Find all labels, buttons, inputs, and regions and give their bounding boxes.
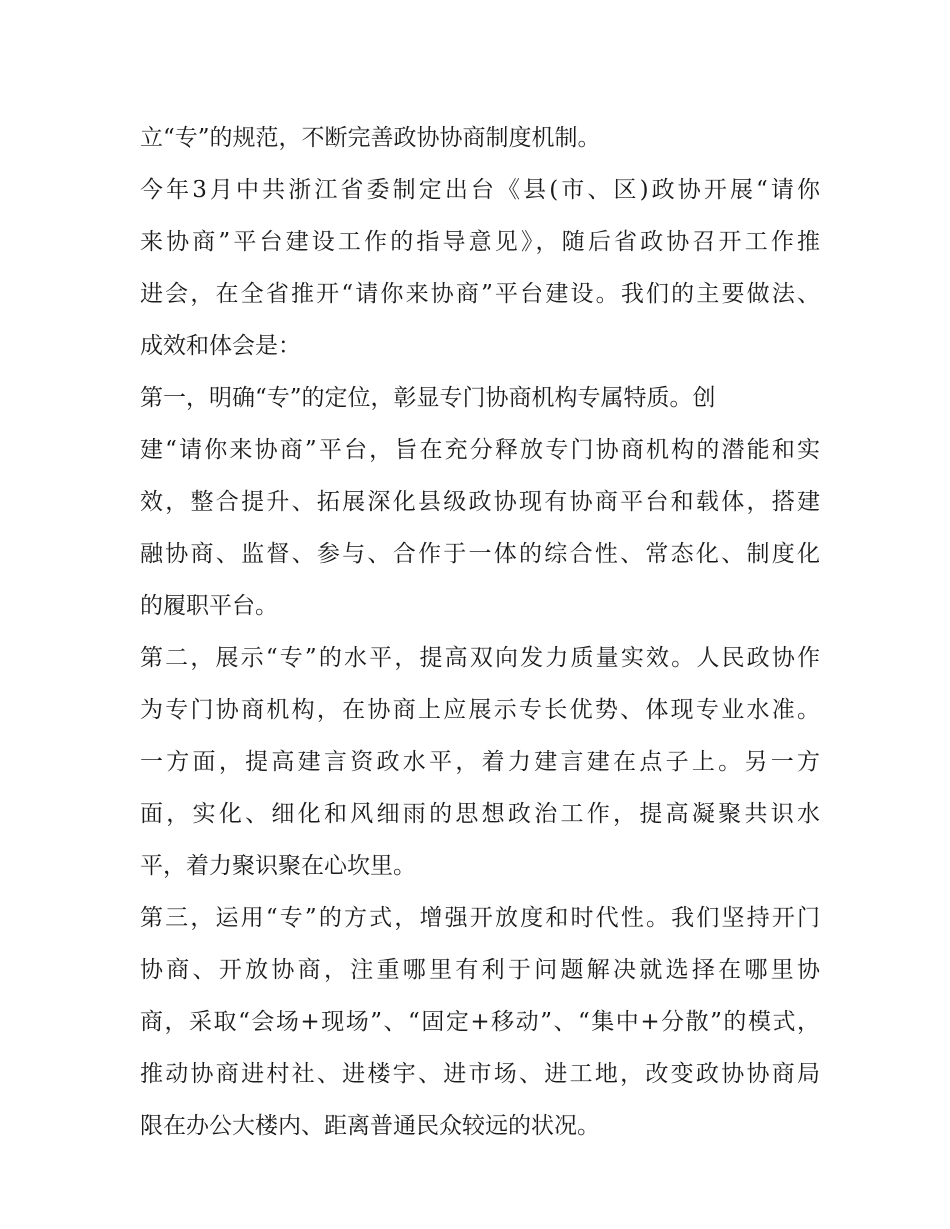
text-line-3: 来协商”平台建设工作的指导意见》，随后省政协召开工作推	[140, 229, 820, 255]
text-line-11: 第二，展示“专”的水平，提高双向发力质量实效。人民政协作	[140, 645, 820, 671]
text-line-10: 的履职平台。	[140, 593, 278, 619]
text-line-15: 平，着力聚识聚在心坎里。	[140, 853, 416, 879]
text-line-18: 商，采取“会场+现场”、“固定+移动”、“集中+分散”的模式，	[140, 1009, 820, 1035]
text-line-6: 第一，明确“专”的定位，彰显专门协商机构专属特质。创	[140, 385, 716, 411]
text-line-2: 今年3月中共浙江省委制定出台《县(市、区)政协开展“请你	[140, 177, 820, 203]
text-line-17: 协商、开放协商，注重哪里有利于问题解决就选择在哪里协	[140, 957, 820, 983]
text-line-13: 一方面，提高建言资政水平，着力建言建在点子上。另一方	[140, 749, 820, 775]
text-line-14: 面，实化、细化和风细雨的思想政治工作，提高凝聚共识水	[140, 801, 820, 827]
text-line-7: 建“请你来协商”平台，旨在充分释放专门协商机构的潜能和实	[140, 437, 820, 463]
text-line-12: 为专门协商机构，在协商上应展示专长优势、体现专业水准。	[140, 697, 820, 723]
document-body	[140, 112, 820, 1152]
text-line-20: 限在办公大楼内、距离普通民众较远的状况。	[140, 1113, 600, 1139]
text-line-16: 第三，运用“专”的方式，增强开放度和时代性。我们坚持开门	[140, 905, 820, 931]
text-line-9: 融协商、监督、参与、合作于一体的综合性、常态化、制度化	[140, 541, 820, 567]
text-line-8: 效，整合提升、拓展深化县级政协现有协商平台和载体，搭建	[140, 489, 820, 515]
text-line-1: 立“专”的规范，不断完善政协协商制度机制。	[140, 125, 601, 151]
text-line-4: 进会，在全省推开“请你来协商”平台建设。我们的主要做法、	[140, 281, 820, 307]
text-line-5: 成效和体会是：	[140, 333, 301, 359]
text-line-19: 推动协商进村社、进楼宇、进市场、进工地，改变政协协商局	[140, 1061, 820, 1087]
